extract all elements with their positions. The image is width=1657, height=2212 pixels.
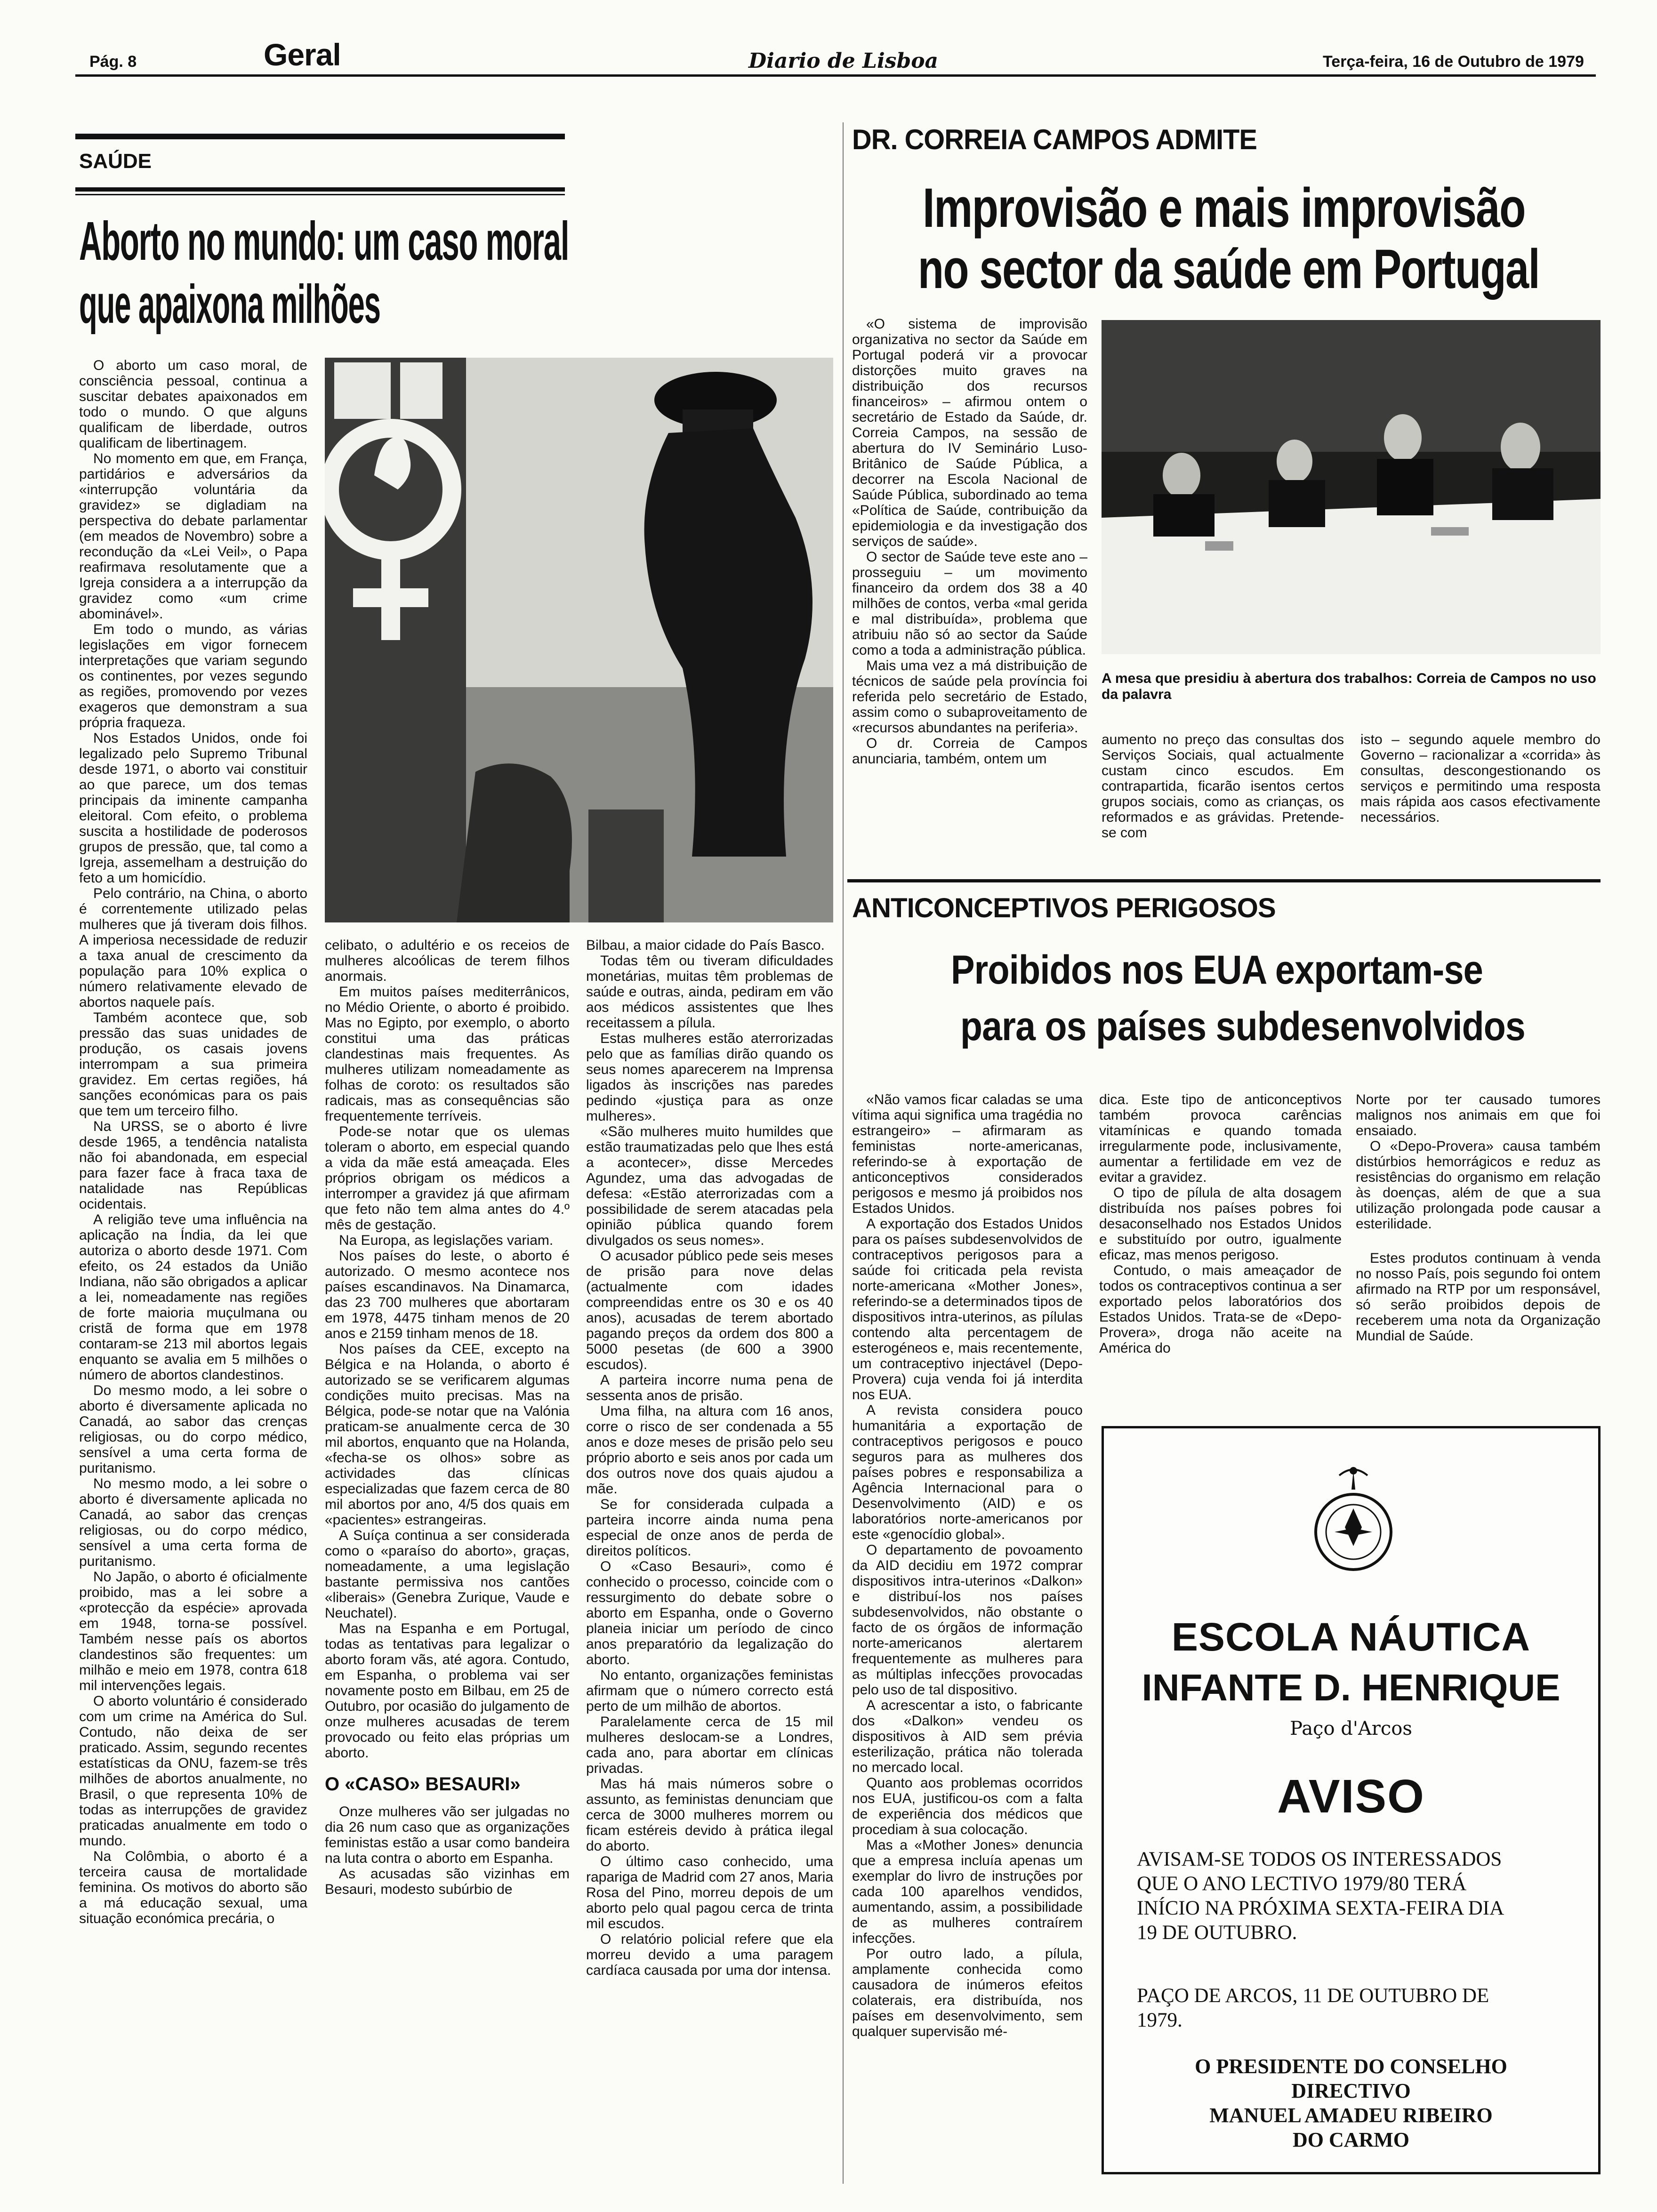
paragraph: «O sistema de improvisão organizativa no sector da Saúde em Portugal poderá vir a provocar distorções muito graves na distribuição dos recursos financeiros» – afirmou ontem o secretário de Estado da Saúde, dr. Correia Campos, na sessão de abertura do IV Seminário Luso-Britânico de Saúde Pública, a decorrer na Escola Nacional de Saúde Pública, subordinado ao tema «Política de Saúde, contribuição da epidemiologia e da investigação dos serviços de saúde». [852, 316, 1087, 549]
photo-illustration [325, 358, 833, 922]
paragraph: Onze mulheres vão ser julgadas no dia 26 num caso que as organizações feministas estão a usar como bandeira na luta contra o aborto em Espanha. [325, 1804, 570, 1866]
ad-signature-line: DO CARMO [1292, 2128, 1410, 2151]
seminar-photo-caption: A mesa que presidiu à abertura dos trabalhos: Correia de Campos no uso da palavra [1102, 671, 1596, 702]
paragraph: Mas a «Mother Jones» denuncia que a empresa incluía apenas um exemplar do livro de instruções por cada 100 aparelhos vendidos, aumentando, assim, a possibilidade de as mulheres contraírem infecções. [852, 1837, 1083, 1946]
paragraph: A revista considera pouco humanitária a exportação de contraceptivos perigosos e pouco seguros para as mulheres dos países pobres e responsabiliza a Agência Internacional para o Desenvolvimento (AID) e os laboratórios norte-americanos por este «genocídio global». [852, 1403, 1083, 1542]
right-headline-1-line2: no sector da saúde em Portugal [918, 238, 1540, 300]
ad-body-line: INÍCIO NA PRÓXIMA SEXTA-FEIRA DIA [1137, 1897, 1504, 1919]
section-label: Geral [264, 37, 341, 72]
paragraph: Uma filha, na altura com 16 anos, corre o risco de ser condenada a 55 anos e doze meses de prisão pelo seu próprio aborto e seis anos por cada um dos outros nove dos quais ajudou a mãe. [586, 1403, 833, 1497]
paragraph: dica. Este tipo de anticonceptivos também provoca carências vitamínicas e quando tomada irregularmente pode, inclusivamente, aumentar a fertilidade em vez de evitar a gravidez. [1099, 1092, 1342, 1185]
paragraph: Também acontece que, sob pressão das suas unidades de produção, os casais jovens interrompam a sua primeira gravidez. Em certas regiões, há sanções económicas para os pais que tem um terceiro filho. [79, 1010, 307, 1119]
ad-dateline-line: 1979. [1137, 2009, 1182, 2031]
paragraph: O dr. Correia de Campos anunciaria, também, ontem um [852, 736, 1087, 767]
paragraph: Mas na Espanha e em Portugal, todas as tentativas para legalizar o aborto foram vãs, até agora. Contudo, em Espanha, o problema vai ser novamente posto em Bilbau, em 25 de Outubro, por ocasião do julgamento de onze mulheres acusadas de terem provocado ou feito elas próprias um aborto. [325, 1621, 570, 1761]
right-headline-2-line1: Proibidos nos EUA exportam-se [951, 947, 1483, 993]
paragraph: Nos países do leste, o aborto é autorizado. O mesmo acontece nos países escandinavos. Na Dinamarca, das 23 700 mulheres que abortaram em 1978, 4475 tinham menos de 20 anos e 2159 tinham menos de 18. [325, 1248, 570, 1341]
ad-title-line1: ESCOLA NÁUTICA [1171, 1615, 1531, 1659]
paragraph: O sector de Saúde teve este ano – prosseguiu – um movimento financeiro da ordem dos 38 a 40 milhões de contos, verba «mal gerida e mal distribuída», problema que atribuiu não só ao sector da Saúde como a toda a administração pública. [852, 549, 1087, 658]
left-article-col1 [79, 358, 307, 2156]
newspaper-name: Diario de Lisboa [748, 49, 939, 73]
paragraph: Na Europa, as legislações variam. [339, 1233, 554, 1248]
paragraph: O departamento de povoamento da AID decidiu em 1972 comprar dispositivos intra-uterinos «Dalkon» e distribuí-los nos países subdesenvolvidos, não obstante o facto de os órgãos de informação norte-americanos alertarem frequentemente as mulheres para as múltiplas infecções provocadas pelo uso de tal dispositivo. [852, 1542, 1083, 1698]
photo-illustration [1102, 320, 1601, 654]
masthead [0, 0, 1657, 85]
paragraph: Mas há mais números sobre o assunto, as feministas denunciam que cerca de 3000 mulheres morrem ou ficam estéreis devido à prática ilegal do aborto. [586, 1776, 833, 1854]
paragraph: Pode-se notar que os ulemas toleram o aborto, em especial quando a vida da mãe está ameaçada. Eles próprios obrigam os médicos a interromper a gravidez já que afirmam que feto não tem alma antes do 4.º mês de gestação. [325, 1124, 570, 1233]
paragraph: Quanto aos problemas ocorridos nos EUA, justificou-os com a falta de experiência dos médicos que procediam à sua colocação. [852, 1775, 1083, 1837]
paragraph: Nos Estados Unidos, onde foi legalizado pelo Supremo Tribunal desde 1971, o aborto vai constituir ao que parece, um dos temas principais da iminente campanha eleitoral. Com efeito, o problema suscita a hostilidade de poderosos grupos de pressão, que, tal como a Igreja, assemelham a destruição do feto a um homicídio. [79, 730, 307, 886]
left-headline-line1: Aborto no mundo: um caso moral [79, 210, 569, 272]
seminar-photo [1102, 320, 1601, 654]
masthead-rule [75, 74, 1596, 77]
paragraph: O tipo de pílula de alta dosagem distribuída nos países pobres foi desaconselhado nos Estados Unidos e substituído por outro, igualmente eficaz, mas menos perigoso. [1099, 1185, 1342, 1263]
ad-dateline [1137, 1984, 1579, 2033]
paragraph: «São mulheres muito humildes que estão traumatizadas pelo que lhes está a acontecer», disse Mercedes Agundez, uma das advogadas de defesa: «Estão aterrorizadas com a possibilidade de serem atacadas pela opinião pública quando forem divulgados os seus nomes». [586, 1124, 833, 1248]
left-headline-line2: que apaixona milhões [79, 273, 380, 335]
section-rule-bottom [75, 187, 565, 192]
right-article2-col1 [852, 1092, 1083, 2179]
paragraph: A acrescentar a isto, o fabricante dos «Dalkon» vendeu os dispositivos à AID sem prévia esterilização, prática não tolerada no mercado local. [852, 1698, 1083, 1775]
page-number: Pág. 8 [89, 53, 137, 71]
column-divider [843, 122, 844, 2184]
ad-dateline-line: PAÇO DE ARCOS, 11 DE OUTUBRO DE [1137, 1985, 1489, 2007]
paragraph: Se for considerada culpada a parteira incorre ainda numa pena especial de onze anos de perda de direitos políticos. [586, 1497, 833, 1559]
paragraph: A parteira incorre numa pena de sessenta anos de prisão. [586, 1372, 833, 1403]
ad-body-line: QUE O ANO LECTIVO 1979/80 TERÁ [1137, 1873, 1467, 1895]
right-article1-col2 [1102, 732, 1344, 868]
section-heading: SAÚDE [79, 150, 152, 173]
ad-signature-line: O PRESIDENTE DO CONSELHO [1195, 2055, 1507, 2078]
paragraph: O último caso conhecido, uma rapariga de Madrid com 27 anos, Maria Rosa del Pino, morreu depois de um aborto pelo qual pagou cerca de trinta mil escudos. [586, 1854, 833, 1931]
paragraph: Contudo, o mais ameaçador de todos os contraceptivos continua a ser exportado pelos laboratórios dos Estados Unidos. Trata-se de «Depo-Provera», droga não aceite na América do [1099, 1263, 1342, 1356]
right-article1-col1 [852, 316, 1087, 867]
right-article1-col3 [1360, 732, 1601, 868]
paragraph: No momento em que, em França, partidários e adversários da «interrupção voluntária da gravidez» se digladiam na perspectiva do debate parlamentar (em meados de Novembro) sobre a recondução da «Lei Veil», o Papa reafirmava resolutamente que a Igreja considera a a interrupção da gravidez como «um crime abominável». [79, 451, 307, 622]
left-article-col2 [325, 938, 570, 2156]
paragraph: Bilbau, a maior cidade do País Basco. [586, 938, 825, 953]
right-headline-2-line2: para os países subdesenvolvidos [960, 1004, 1525, 1049]
paragraph: Nos países da CEE, excepto na Bélgica e na Holanda, o aborto é autorizado se se verificarem algumas condições muito precisas. Mas na Bélgica, pode-se notar que na Valónia praticam-se anualmente cerca de 30 mil abortos, enquanto que na Holanda, «fecha-se os olhos» sobre as actividades das clínicas especializadas que fazem cerca de 80 mil abortos por ano, 4/5 dos quais em «pacientes» estrangeiras. [325, 1341, 570, 1528]
paragraph: Na Colômbia, o aborto é a terceira causa de mortalidade feminina. Os motivos do aborto são a má educação sexual, uma situação económica precária, o [79, 1849, 307, 1926]
ad-signature [1104, 2054, 1598, 2152]
ad-body-line: 19 DE OUTUBRO. [1137, 1922, 1297, 1944]
paragraph: O «Caso Besauri», como é conhecido o processo, coincide com o ressurgimento do debate sobre o aborto em Espanha, onde o Governo planeia iniciar um período de cinco anos preparatório da legalização do aborto. [586, 1559, 833, 1667]
escola-nautica-ad [1102, 1426, 1601, 2174]
paragraph: celibato, o adultério e os receios de mulheres alcoólicas de terem filhos anormais. [325, 938, 570, 984]
issue-date: Terça-feira, 16 de Outubro de 1979 [1323, 53, 1584, 71]
paragraph: Em todo o mundo, as várias legislações em vigor fornecem interpretações que variam segundo os continentes, por vezes segundo as regiões, promovendo por vezes exageros que demonstram a sua própria fraqueza. [79, 622, 307, 730]
subhead-caso-besauri: O «CASO» BESAURI» [325, 1774, 521, 1795]
paragraph: O aborto um caso moral, de consciência pessoal, continua a suscitar debates apaixonados em todo o mundo. O que alguns qualificam de liberdade, outros qualificam de libertinagem. [79, 358, 307, 451]
ad-title-line2: INFANTE D. HENRIQUE [1142, 1667, 1560, 1708]
paragraph: aumento no preço das consultas dos Serviços Sociais, qual actualmente custam cinco escudos. Em contrapartida, ficarão isentos certos grupos sociais, como as crianças, os reformados e as grávidas. Pretende-se com [1102, 732, 1344, 841]
paragraph: O «Depo-Provera» causa também distúrbios hemorrágicos e reduz as resistências do organismo em relação às doenças, além de que a sua utilização prolongada pode causar a esterilidade. [1356, 1138, 1601, 1232]
ad-notice: AVISO [1277, 1770, 1425, 1823]
feminist-symbol-photo [325, 358, 833, 922]
paragraph: Mais uma vez a má distribuição de técnicos de saúde pela província foi referida pelo secretário de Estado, assim como o subaproveitamento de «recursos abundantes na periferia». [852, 658, 1087, 736]
ad-signature-line: DIRECTIVO [1291, 2079, 1411, 2102]
paragraph: Na URSS, se o aborto é livre desde 1965, a tendência natalista não foi abandonada, em especial para fazer face à fraca taxa de natalidade nas Repúblicas ocidentais. [79, 1119, 307, 1212]
paragraph: A religião teve uma influência na aplicação na Índia, da lei que autoriza o aborto desde 1971. Com efeito, os 24 estados da União Indiana, não são obrigados a aplicar a lei, nomeadamente nas regiões de forte maioria muçulmana ou cristã de forma que em 1978 contaram-se 213 mil abortos legais enquanto se avalia em 5 milhões o número de abortos clandestinos. [79, 1212, 307, 1383]
ad-signature-line: MANUEL AMADEU RIBEIRO [1209, 2104, 1493, 2127]
article-divider [847, 879, 1601, 882]
paragraph: Estes produtos continuam à venda no nosso País, pois segundo foi ontem afirmado na RTP por um responsável, só serão proibidos depois de receberem uma nota da Organização Mundial de Saúde. [1356, 1250, 1601, 1344]
ad-body-line: AVISAM-SE TODOS OS INTERESSADOS [1137, 1848, 1502, 1870]
paragraph: A exportação dos Estados Unidos para os países subdesenvolvidos de contraceptivos perigosos para a saúde foi criticada pela revista norte-americana «Mother Jones», referindo-se a determinados tipos de dispositivos intra-uterinos, as pílulas contendo alta percentagem de esterogéneos e, mais recentemente, um contraceptivo injectável (Depo-Provera) cuja venda foi já interdita nos EUA. [852, 1216, 1083, 1403]
paragraph: isto – segundo aquele membro do Governo – racionalizar a «corrida» às consultas, descongestionando os serviços e permitindo uma resposta mais rápida aos casos efectivamente necessários. [1360, 732, 1601, 825]
paragraph: No mesmo modo, a lei sobre o aborto é diversamente aplicada no Canadá, ao sabor das crenças religiosas, ou do corpo médico, sensível a uma certa forma de puritanismo. [79, 1476, 307, 1569]
ad-body [1137, 1847, 1579, 1945]
school-emblem-icon [1306, 1457, 1400, 1579]
paragraph: Paralelamente cerca de 15 mil mulheres deslocam-se a Londres, cada ano, para abortar em clínicas privadas. [586, 1714, 833, 1776]
left-article-col3 [586, 938, 833, 2156]
paragraph: Pelo contrário, na China, o aborto é correntemente utilizado pelas mulheres que já tiveram dois filhos. A imperiosa necessidade de reduzir a taxa anual de crescimento da população para 10% explica o número relativamente elevado de abortos naquele país. [79, 886, 307, 1010]
paragraph: As acusadas são vizinhas em Besauri, modesto subúrbio de [325, 1866, 570, 1897]
paragraph: No Japão, o aborto é oficialmente proibido, mas a lei sobre a «protecção da espécie» aprovada em 1948, torna-se possível. Também nesse país os abortos clandestinos são frequentes: um milhão e meio em 1978, contra 618 mil intervenções legais. [79, 1569, 307, 1693]
paragraph: O aborto voluntário é considerado com um crime na América do Sul. Contudo, não deixa de ser praticado. Assim, segundo recentes estatísticas da ONU, fazem-se três milhões de abortos anualmente, no Brasil, o que representa 10% de todas as interrupções de gravidez praticadas anualmente em todo o mundo. [79, 1693, 307, 1849]
paragraph: Por outro lado, a pílula, amplamente conhecida como causadora de inúmeros efeitos colaterais, era distribuída, nos países em desenvolvimento, sem qualquer supervisão mé- [852, 1946, 1083, 2039]
paragraph: No entanto, organizações feministas afirmam que o número correcto está perto de um milhão de abortos. [586, 1667, 833, 1714]
paragraph: Estas mulheres estão aterrorizadas pelo que as famílias dirão quando os seus nomes aparecerem na Imprensa ligados às inscrições nas paredes pedindo «justiça para as onze mulheres». [586, 1031, 833, 1124]
right-article2-col3 [1356, 1092, 1601, 1407]
right-headline-1-line1: Improvisão e mais improvisão [923, 177, 1525, 239]
section-rule-bottom-thin [75, 194, 565, 195]
paragraph: Todas têm ou tiveram dificuldades monetárias, muitas têm problemas de saúde e outras, ainda, pediram em vão aos médicos assistentes que lhes receitassem a pílula. [586, 953, 833, 1031]
paragraph: Em muitos países mediterrânicos, no Médio Oriente, o aborto é proibido. Mas no Egipto, por exemplo, o aborto constitui uma das práticas clandestinas mais frequentes. As mulheres utilizam nomeadamente as folhas de coroto: os resultados são radicais, mas as consequências são frequentemente terríveis. [325, 984, 570, 1124]
section-rule-top [75, 134, 565, 139]
right-kicker-1: DR. CORREIA CAMPOS ADMITE [852, 124, 1257, 155]
right-kicker-2: ANTICONCEPTIVOS PERIGOSOS [852, 893, 1276, 923]
paragraph: «Não vamos ficar caladas se uma vítima aqui significa uma tragédia no estrangeiro» – afirmaram as feministas norte-americanas, referindo-se à exportação de anticonceptivos considerados perigosos e mesmo já proibidos nos Estados Unidos. [852, 1092, 1083, 1216]
paragraph: O relatório policial refere que ela morreu devido a uma paragem cardíaca causada por uma dor intensa. [586, 1931, 833, 1978]
paragraph: O acusador público pede seis meses de prisão para nove delas (actualmente com idades compreendidas entre os 30 e os 40 anos), acusadas de terem abortado pagando preços da ordem dos 800 a 5000 pesetas (de 600 a 3900 escudos). [586, 1248, 833, 1372]
paragraph: A Suíça continua a ser considerada como o «paraíso do aborto», graças, nomeadamente, a uma legislação bastante permissiva nos cantões «liberais» (Genebra Zurique, Vaude e Neuchatel). [325, 1528, 570, 1621]
paragraph: Do mesmo modo, a lei sobre o aborto é diversamente aplicada no Canadá, ao sabor das crenças religiosas, ou do corpo médico, sensível a uma certa forma de puritanismo. [79, 1383, 307, 1476]
ad-location: Paço d'Arcos [1290, 1718, 1412, 1739]
paragraph: Norte por ter causado tumores malignos nos animais em que foi ensaiado. [1356, 1092, 1601, 1138]
right-article2-col2 [1099, 1092, 1342, 1407]
